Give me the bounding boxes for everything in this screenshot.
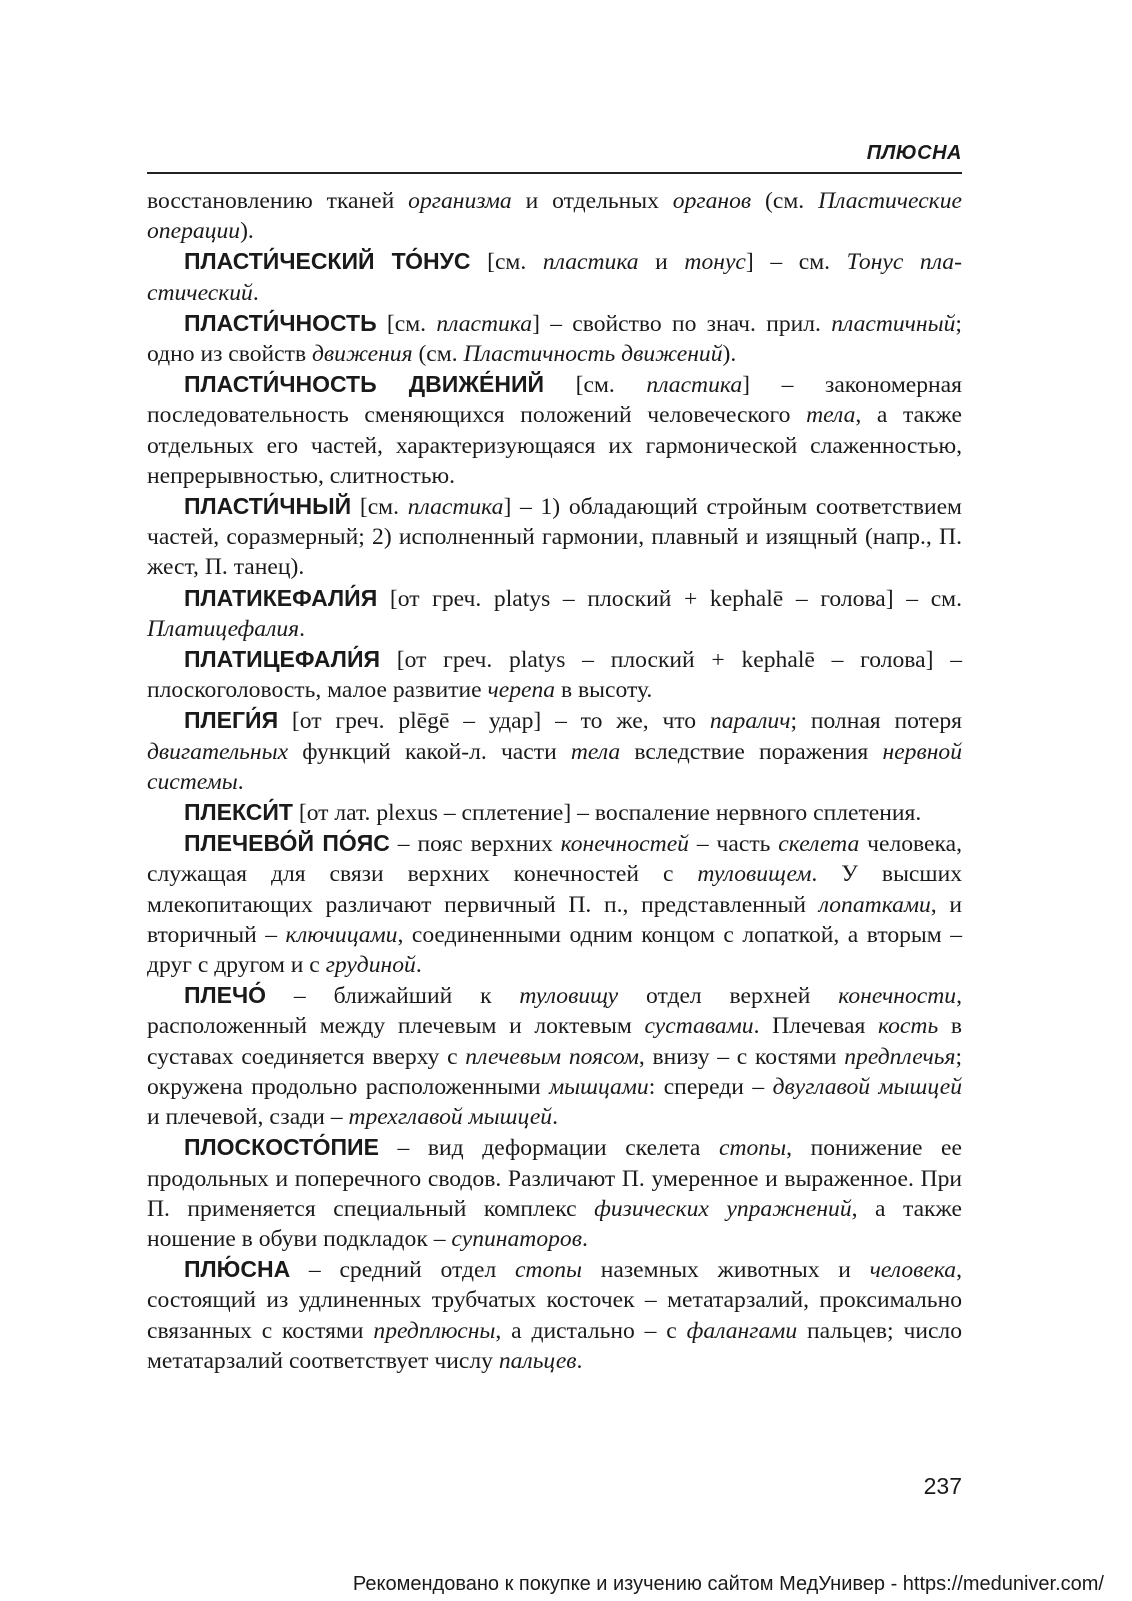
entry-headword: ПЛАТИЦЕФАЛИ́Я <box>184 646 381 673</box>
entry-text: пальцев; число метатарзалий соответствует числу <box>147 1317 962 1374</box>
entry-text: , соединенными одним концом с лопаткой, а вторым – друг с другом и с <box>147 921 962 979</box>
entry-text: : спереди – <box>648 1073 773 1100</box>
cross-reference-term: ключицами <box>285 921 398 948</box>
cross-reference-term: двигательных <box>147 738 289 765</box>
entry-headword: ПЛЕКСИ́Т <box>184 799 293 826</box>
entry-text: ; окружена продольно расположенными <box>147 1043 962 1100</box>
cross-reference-term: пластика <box>436 310 533 337</box>
entry-headword: ПЛОСКОСТО́ПИЕ <box>184 1134 379 1161</box>
entry-text: наземных животных и <box>582 1257 870 1284</box>
entry-text: ] – 1) обладающий стройным соответствием частей, соразмерный; 2) исполненный гармонии, плавный и изящный (напр., П. жест, П. танец). <box>147 494 962 581</box>
cross-reference-term: человека <box>869 1257 957 1284</box>
cross-reference-term: стопы <box>719 1135 787 1162</box>
entry-text: . <box>237 768 244 795</box>
entry-text: отдел верхней <box>618 983 839 1010</box>
entry-headword: ПЛЮ́СНА <box>184 1256 291 1283</box>
cross-reference-term: скелета <box>778 831 860 858</box>
entry-headword: ПЛЕЧЕВО́Й ПО́ЯС <box>184 830 390 857</box>
entry-text: [от греч. platys – плоский + kephalē – голова] – см. <box>377 585 962 612</box>
entry-text: вследствие поражения <box>620 738 883 765</box>
dictionary-entry <box>147 308 962 369</box>
page-number: 237 <box>923 1473 962 1499</box>
entry-text: . Плечевая <box>753 1013 878 1040</box>
cross-reference-term: предплечья <box>844 1043 956 1070</box>
cross-reference-term: пластика <box>407 494 504 521</box>
entry-text: – ближайший к <box>266 983 520 1010</box>
cross-reference-term: двуглавой мышцей <box>772 1073 962 1100</box>
cross-reference-term: организма <box>408 188 512 214</box>
cross-reference-term: Тонус пластический <box>147 249 962 306</box>
dictionary-entry <box>147 980 962 1132</box>
cross-reference-term: конечностей <box>560 831 689 858</box>
page-header <box>147 138 962 174</box>
dictionary-entry <box>147 583 962 644</box>
entry-text: ] – закономерная последовательность сменяющихся положений человеческого <box>147 372 962 429</box>
entry-headword: ПЛЕГИ́Я <box>184 707 279 734</box>
cross-reference-term: Пластические операции <box>147 188 962 245</box>
dictionary-entry <box>147 828 962 980</box>
entry-text: ). <box>240 218 254 245</box>
entry-text: [от греч. platys – плоский + kephalē – голова] – плоскоголовость, малое развитие <box>147 647 962 704</box>
entry-text: [от лат. plexus – сплетение] – воспаление нервного сплетения. <box>292 800 922 827</box>
cross-reference-term: пластичный <box>831 310 956 337</box>
entry-text: , а также отдельных его частей, характеризующаяся их гармонической слаженностью, непрерывностью, слитностью. <box>147 402 962 489</box>
entry-text: и отдельных <box>511 188 673 214</box>
cross-reference-term: кость <box>878 1013 939 1040</box>
entry-text: – средний отдел <box>290 1257 515 1284</box>
cross-reference-term: тонус <box>684 249 746 276</box>
cross-reference-term: суставами <box>644 1013 754 1040</box>
entry-headword: ПЛАСТИ́ЧЕСКИЙ ТО́НУС <box>184 248 471 275</box>
cross-reference-term: грудиной <box>325 952 416 979</box>
cross-reference-term: тела <box>570 738 621 765</box>
entry-text: – вид деформации скелета <box>378 1135 719 1162</box>
entry-text: , состоящий из удлиненных трубчатых косточек – метатарзалий, проксимально связанных с костями <box>147 1257 962 1344</box>
entry-text: (см. <box>751 188 819 214</box>
entry-headword: ПЛАТИКЕФАЛИ́Я <box>184 584 378 611</box>
entry-text: . <box>415 952 422 979</box>
cross-reference-term: пластика <box>542 249 639 276</box>
dictionary-text <box>147 186 962 1376</box>
entry-text: . <box>299 615 306 642</box>
cross-reference-term: стопы <box>514 1257 583 1284</box>
entry-text: ; одно из свойств <box>147 310 962 368</box>
entry-text: , а также ношение в обуви подкладок – <box>147 1195 962 1252</box>
entry-text: , а дистально – с <box>495 1317 687 1344</box>
entry-text: в суставах соединяется вверху с <box>147 1013 962 1070</box>
cross-reference-term: органов <box>672 188 752 214</box>
cross-reference-term: пальцев <box>498 1347 577 1374</box>
dictionary-entry <box>147 705 962 797</box>
entry-text: ; полная потеря <box>790 708 963 735</box>
cross-reference-term: черепа <box>487 677 556 704</box>
entry-text: [см. <box>376 310 437 337</box>
entry-text: . <box>581 1225 588 1252</box>
cross-reference-term: тела <box>806 402 856 429</box>
cross-reference-term: пластика <box>646 372 743 399</box>
entry-headword: ПЛАСТИ́ЧНЫЙ <box>184 493 352 520</box>
entry-text: и плечевой, сзади – <box>147 1104 349 1131</box>
entry-text: человека, служащая для связи верхних конечностей с <box>147 831 962 888</box>
entry-text: [см. <box>351 494 408 521</box>
entry-text: , расположенный между плечевым и локтевым <box>147 983 962 1040</box>
entry-text: ). <box>722 341 737 368</box>
cross-reference-term: предплюсны <box>373 1317 496 1344</box>
dictionary-entry <box>147 491 962 583</box>
entry-text: , внизу – с костями <box>638 1043 845 1070</box>
dictionary-entry <box>147 797 962 828</box>
cross-reference-term: лопатками <box>818 891 931 918</box>
cross-reference-term: туловищу <box>519 983 619 1010</box>
entry-text: (см. <box>412 341 464 368</box>
dictionary-entry <box>147 369 962 491</box>
entry-headword: ПЛЕЧО́ <box>184 982 267 1009</box>
entry-text: в высоту. <box>555 677 653 704</box>
cross-reference-term: фалангами <box>686 1317 798 1344</box>
cross-reference-term: конечности <box>838 983 957 1010</box>
entry-text: [см. <box>470 249 543 276</box>
cross-reference-term: физических упражнений <box>594 1195 852 1222</box>
cross-reference-term: плечевым поясом <box>465 1043 639 1070</box>
entry-text: . <box>552 1104 559 1131</box>
entry-text: . У высших млекопитающих различают первичный П. п., представленный <box>147 861 962 918</box>
entry-text: , и вторичный – <box>147 891 962 948</box>
cross-reference-term: нервной системы <box>147 738 962 795</box>
entry-text: [см. <box>544 372 647 399</box>
entry-text: – часть <box>688 831 779 858</box>
cross-reference-term: паралич <box>709 708 791 735</box>
entry-headword: ПЛАСТИ́ЧНОСТЬ <box>184 309 377 336</box>
entry-text: [от греч. plēgē – удар] – то же, что <box>278 708 710 735</box>
cross-reference-term: трехглавой мышцей <box>348 1104 553 1131</box>
entry-text: восстановлению тканей <box>147 188 409 214</box>
entry-text: . <box>576 1347 583 1374</box>
cross-reference-term: Платицефалия <box>147 615 300 642</box>
entry-text: . <box>252 279 259 306</box>
cross-reference-term: супинаторов <box>451 1225 582 1252</box>
entry-headword: ПЛАСТИ́ЧНОСТЬ ДВИЖЕ́НИЙ <box>184 371 545 398</box>
cross-reference-term: Пластичность движений <box>463 341 723 368</box>
cross-reference-term: мышцами <box>549 1073 649 1100</box>
entry-text: – пояс верхних <box>389 831 561 858</box>
dictionary-entry <box>147 1254 962 1376</box>
cross-reference-term: движения <box>311 341 413 368</box>
entry-text: ] – см. <box>745 249 847 276</box>
dictionary-entry <box>147 246 962 307</box>
entry-text: , понижение ее продольных и поперечного сводов. Различают П. умеренное и выраженное. При П. применяется специальный комплекс <box>147 1135 962 1222</box>
entry-text: функций какой-л. части <box>288 738 571 765</box>
entry-text: ] – свойство по знач. прил. <box>532 310 832 337</box>
entry-continuation <box>147 186 962 246</box>
dictionary-entry <box>147 1132 962 1254</box>
dictionary-entry <box>147 644 962 705</box>
entry-text: и <box>638 249 685 276</box>
running-title: ПЛЮСНА <box>866 142 962 164</box>
footer-note: Рекомендовано к покупке и изучению сайтом МедУнивер - https://meduniver.com/ <box>352 1573 1104 1595</box>
cross-reference-term: туловищем <box>697 861 812 888</box>
